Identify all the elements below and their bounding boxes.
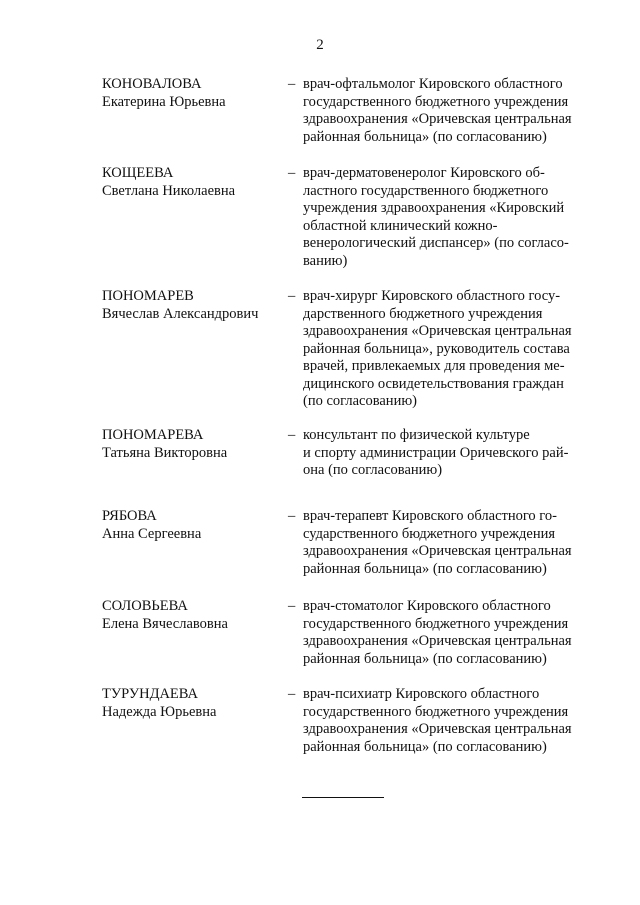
member-name <box>102 165 287 200</box>
member-given-name: Татьяна Викторовна <box>102 444 228 461</box>
dash-separator: – <box>288 686 296 702</box>
member-name <box>102 76 287 111</box>
end-of-list-rule <box>302 797 384 798</box>
member-given-name: Елена Вячеславовна <box>102 615 228 632</box>
member-given-name: Анна Сергеевна <box>102 525 202 542</box>
member-surname: КОЩЕЕВА <box>102 165 174 181</box>
member-name <box>102 686 287 721</box>
member-description: врач-психиатр Кировского областного государственного бюджетного учреждения здравоохранения «Оричевская центральная районная больница» (по согласованию) <box>303 686 572 755</box>
member-description: врач-хирург Кировского областного госу- дарственного бюджетного учреждения здравоохранения «Оричевская центральная районная больница», руководитель состава врачей, привлекаемых для проведения ме- дицинского освидетельствования граждан (по согласованию) <box>303 288 572 409</box>
member-name <box>102 427 287 462</box>
member-given-name: Вячеслав Александрович <box>102 305 259 322</box>
member-surname: СОЛОВЬЕВА <box>102 598 188 614</box>
member-name <box>102 598 287 633</box>
dash-separator: – <box>288 508 296 524</box>
member-description: врач-терапевт Кировского областного го- сударственного бюджетного учреждения здравоохранения «Оричевская центральная районная больница» (по согласованию) <box>303 508 572 577</box>
member-given-name: Надежда Юрьевна <box>102 703 217 720</box>
member-description: врач-дерматовенеролог Кировского об- ластного государственного бюджетного учреждения здравоохранения «Кировский областной клинический кожно- венерологический диспансер» (по согласо- ванию) <box>303 165 569 269</box>
dash-separator: – <box>288 165 296 181</box>
member-surname: КОНОВАЛОВА <box>102 76 202 92</box>
member-description: врач-офтальмолог Кировского областного государственного бюджетного учреждения здравоохранения «Оричевская центральная районная больница» (по согласованию) <box>303 76 572 145</box>
member-surname: ТУРУНДАЕВА <box>102 686 199 702</box>
member-given-name: Екатерина Юрьевна <box>102 93 226 110</box>
member-surname: ПОНОМАРЕВА <box>102 427 204 443</box>
member-surname: РЯБОВА <box>102 508 157 524</box>
dash-separator: – <box>288 598 296 614</box>
member-name <box>102 288 287 323</box>
dash-separator: – <box>288 76 296 92</box>
member-description: консультант по физической культуре и спорту администрации Оричевского рай- она (по согласованию) <box>303 427 569 478</box>
dash-separator: – <box>288 427 296 443</box>
member-description: врач-стоматолог Кировского областного государственного бюджетного учреждения здравоохранения «Оричевская центральная районная больница» (по согласованию) <box>303 598 572 667</box>
page-number: 2 <box>316 37 324 53</box>
dash-separator: – <box>288 288 296 304</box>
member-surname: ПОНОМАРЕВ <box>102 288 194 304</box>
member-given-name: Светлана Николаевна <box>102 182 236 199</box>
member-name <box>102 508 287 543</box>
